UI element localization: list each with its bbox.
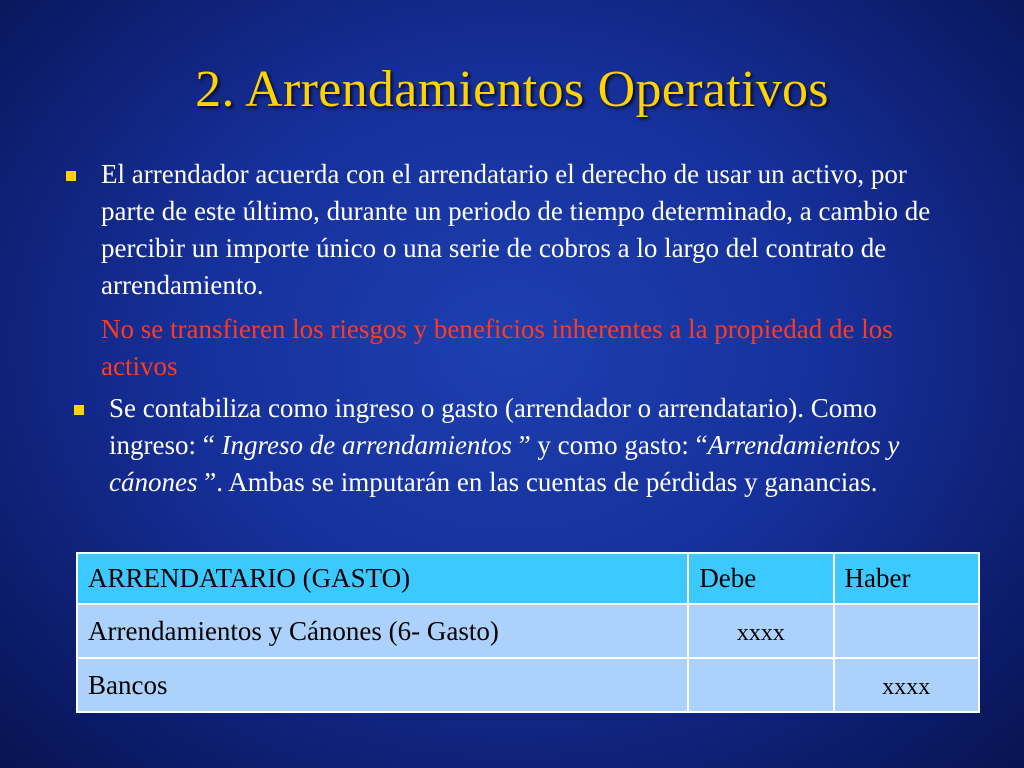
table-header-row	[77, 553, 979, 604]
table-row	[77, 658, 979, 712]
bullet-definition	[101, 156, 961, 304]
header-account: ARRENDATARIO (GASTO)	[77, 553, 688, 604]
row-debe	[688, 658, 833, 712]
bullet-accounting	[109, 390, 929, 501]
risk-note: No se transfieren los riesgos y beneficios inherentes a la propiedad de los activos	[101, 314, 893, 381]
square-bullet-icon	[66, 171, 76, 181]
row-haber	[834, 604, 979, 658]
ledger-table	[76, 552, 980, 713]
bullet-accounting-part1: Se contabiliza como ingreso o gasto (arrendador o arrendatario). Como ingreso: “	[109, 393, 877, 460]
row-account: Bancos	[77, 658, 688, 712]
bullet-accounting-part3: ”. Ambas se imputarán en las cuentas de pérdidas y ganancias.	[197, 467, 878, 497]
income-account-name: Ingreso de arrendamientos	[221, 430, 512, 460]
square-bullet-icon	[74, 405, 84, 415]
bullet-definition-text: El arrendador acuerda con el arrendatario el derecho de usar un activo, por parte de este último, durante un periodo de tiempo determinado, a cambio de percibir un importe único o una serie de cobros a lo largo del contrato de arrendamiento.	[101, 159, 931, 300]
row-haber: xxxx	[834, 658, 979, 712]
bullet-accounting-part2: ” y como gasto: “	[511, 430, 708, 460]
expense-account-name: Arrendamientos y cánones	[109, 430, 900, 497]
header-debe: Debe	[688, 553, 833, 604]
table-row	[77, 604, 979, 658]
row-debe: xxxx	[688, 604, 833, 658]
row-account: Arrendamientos y Cánones (6- Gasto)	[77, 604, 688, 658]
header-haber: Haber	[834, 553, 979, 604]
slide-title: 2. Arrendamientos Operativos	[195, 61, 829, 118]
